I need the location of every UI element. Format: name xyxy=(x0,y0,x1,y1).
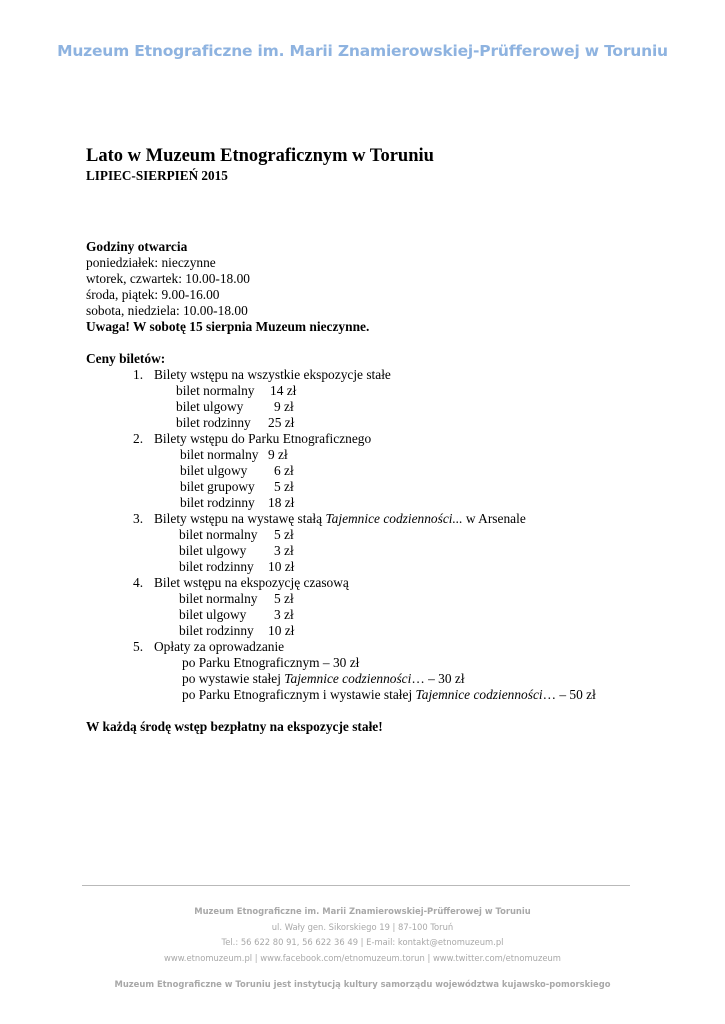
price-row xyxy=(154,479,646,495)
price-label: bilet normalny xyxy=(180,447,259,462)
ticket-item-title-location: w Arsenale xyxy=(462,511,526,526)
guided-tour-text: po wystawie stałej xyxy=(182,671,285,686)
ticket-prices-heading: Ceny biletów: xyxy=(86,351,166,366)
guided-tour-row xyxy=(154,671,646,687)
price-value: 6 zł xyxy=(274,463,294,478)
price-row xyxy=(154,607,646,623)
price-value: 10 zł xyxy=(268,623,295,638)
ticket-item-number: 5. xyxy=(133,639,144,654)
closing-note: W każdą środę wstęp bezpłatny na ekspozycje stałe! xyxy=(86,719,383,734)
guided-tour-row xyxy=(154,687,646,703)
exhibition-name: Tajemnice codzienności xyxy=(284,671,412,686)
price-label: bilet rodzinny xyxy=(176,415,251,430)
ticket-item xyxy=(86,367,646,431)
opening-hours-section xyxy=(86,239,646,335)
price-label: bilet grupowy xyxy=(180,479,255,494)
ticket-item-title: Bilety wstępu na wszystkie ekspozycje stałe xyxy=(154,367,391,382)
price-label: bilet ulgowy xyxy=(176,399,244,414)
ticket-item-title-text: Bilety wstępu na wystawę stałą xyxy=(154,511,326,526)
exhibition-name: Tajemnice codzienności xyxy=(415,687,543,702)
price-row xyxy=(154,399,646,415)
ticket-item-title: Bilet wstępu na ekspozycję czasową xyxy=(154,575,349,590)
ticket-prices-section xyxy=(86,351,646,703)
price-row xyxy=(154,495,646,511)
guided-tour-row xyxy=(154,655,646,671)
guided-tour-text: po Parku Etnograficznym i wystawie stałej xyxy=(182,687,416,702)
price-label: bilet normalny xyxy=(179,591,258,606)
hours-line: środa, piątek: 9.00-16.00 xyxy=(86,287,220,302)
price-row xyxy=(154,415,646,431)
ticket-item-number: 2. xyxy=(133,431,144,446)
page-footer xyxy=(0,904,725,993)
document-body xyxy=(86,144,646,735)
price-row xyxy=(154,463,646,479)
price-label: bilet ulgowy xyxy=(180,463,248,478)
price-value: 3 zł xyxy=(274,607,294,622)
ticket-item-number: 4. xyxy=(133,575,144,590)
price-value: 5 zł xyxy=(274,479,294,494)
price-label: bilet rodzinny xyxy=(180,495,255,510)
closure-notice: Uwaga! W sobotę 15 sierpnia Muzeum nieczynne. xyxy=(86,319,370,334)
price-row xyxy=(154,559,646,575)
ticket-item xyxy=(86,511,646,575)
price-label: bilet rodzinny xyxy=(179,559,254,574)
ticket-item-title: Bilety wstępu do Parku Etnograficznego xyxy=(154,431,372,446)
price-value: 18 zł xyxy=(268,495,295,510)
guided-tour-price: … – 50 zł xyxy=(542,687,596,702)
guided-tour-price: … – 30 zł xyxy=(411,671,465,686)
ticket-item-title xyxy=(154,511,646,527)
hours-line: sobota, niedziela: 10.00-18.00 xyxy=(86,303,248,318)
ticket-item xyxy=(86,431,646,511)
ticket-item xyxy=(86,639,646,703)
price-value: 25 zł xyxy=(268,415,295,430)
ticket-list xyxy=(86,367,646,703)
price-label: bilet normalny xyxy=(176,383,255,398)
price-value: 5 zł xyxy=(274,527,294,542)
footer-divider xyxy=(82,885,630,886)
price-row xyxy=(154,383,646,399)
price-label: bilet ulgowy xyxy=(179,543,247,558)
price-value: 14 zł xyxy=(270,383,297,398)
footer-institution-note: Muzeum Etnograficzne w Toruniu jest instytucją kultury samorządu województwa kujawsko-pomorskiego xyxy=(114,979,611,989)
footer-address: ul. Wały gen. Sikorskiego 19 | 87-100 Toruń xyxy=(271,921,454,932)
ticket-item-number: 3. xyxy=(133,511,144,526)
price-value: 9 zł xyxy=(268,447,288,462)
price-value: 5 zł xyxy=(274,591,294,606)
document-subtitle: LIPIEC-SIERPIEŃ 2015 xyxy=(86,168,228,183)
price-row xyxy=(154,527,646,543)
price-label: bilet rodzinny xyxy=(179,623,254,638)
guided-tour-text: po Parku Etnograficznym – 30 zł xyxy=(182,655,360,670)
hours-line: poniedziałek: nieczynne xyxy=(86,255,216,270)
ticket-item xyxy=(86,575,646,639)
footer-contact: Tel.: 56 622 80 91, 56 622 36 49 | E-mail: kontakt@etnomuzeum.pl xyxy=(221,937,504,947)
price-row xyxy=(154,543,646,559)
price-row xyxy=(154,623,646,639)
price-row xyxy=(154,591,646,607)
price-value: 10 zł xyxy=(268,559,295,574)
opening-hours-heading: Godziny otwarcia xyxy=(86,239,188,254)
ticket-item-number: 1. xyxy=(133,367,144,382)
footer-museum-name: Muzeum Etnograficzne im. Marii Znamierowskiej-Prüfferowej w Toruniu xyxy=(194,906,531,916)
exhibition-name: Tajemnice codzienności... xyxy=(325,511,463,526)
price-label: bilet normalny xyxy=(179,527,258,542)
page-header-title: Muzeum Etnograficzne im. Marii Znamierowskiej-Prüfferowej w Toruniu xyxy=(57,42,668,60)
document-title: Lato w Muzeum Etnograficznym w Toruniu xyxy=(86,146,434,166)
footer-web-links: www.etnomuzeum.pl | www.facebook.com/etnomuzeum.torun | www.twitter.com/etnomuzeum xyxy=(164,952,561,963)
hours-line: wtorek, czwartek: 10.00-18.00 xyxy=(86,271,250,286)
price-value: 9 zł xyxy=(274,399,294,414)
price-label: bilet ulgowy xyxy=(179,607,247,622)
price-row xyxy=(154,447,646,463)
ticket-item-title: Opłaty za oprowadzanie xyxy=(154,639,285,654)
price-value: 3 zł xyxy=(274,543,294,558)
